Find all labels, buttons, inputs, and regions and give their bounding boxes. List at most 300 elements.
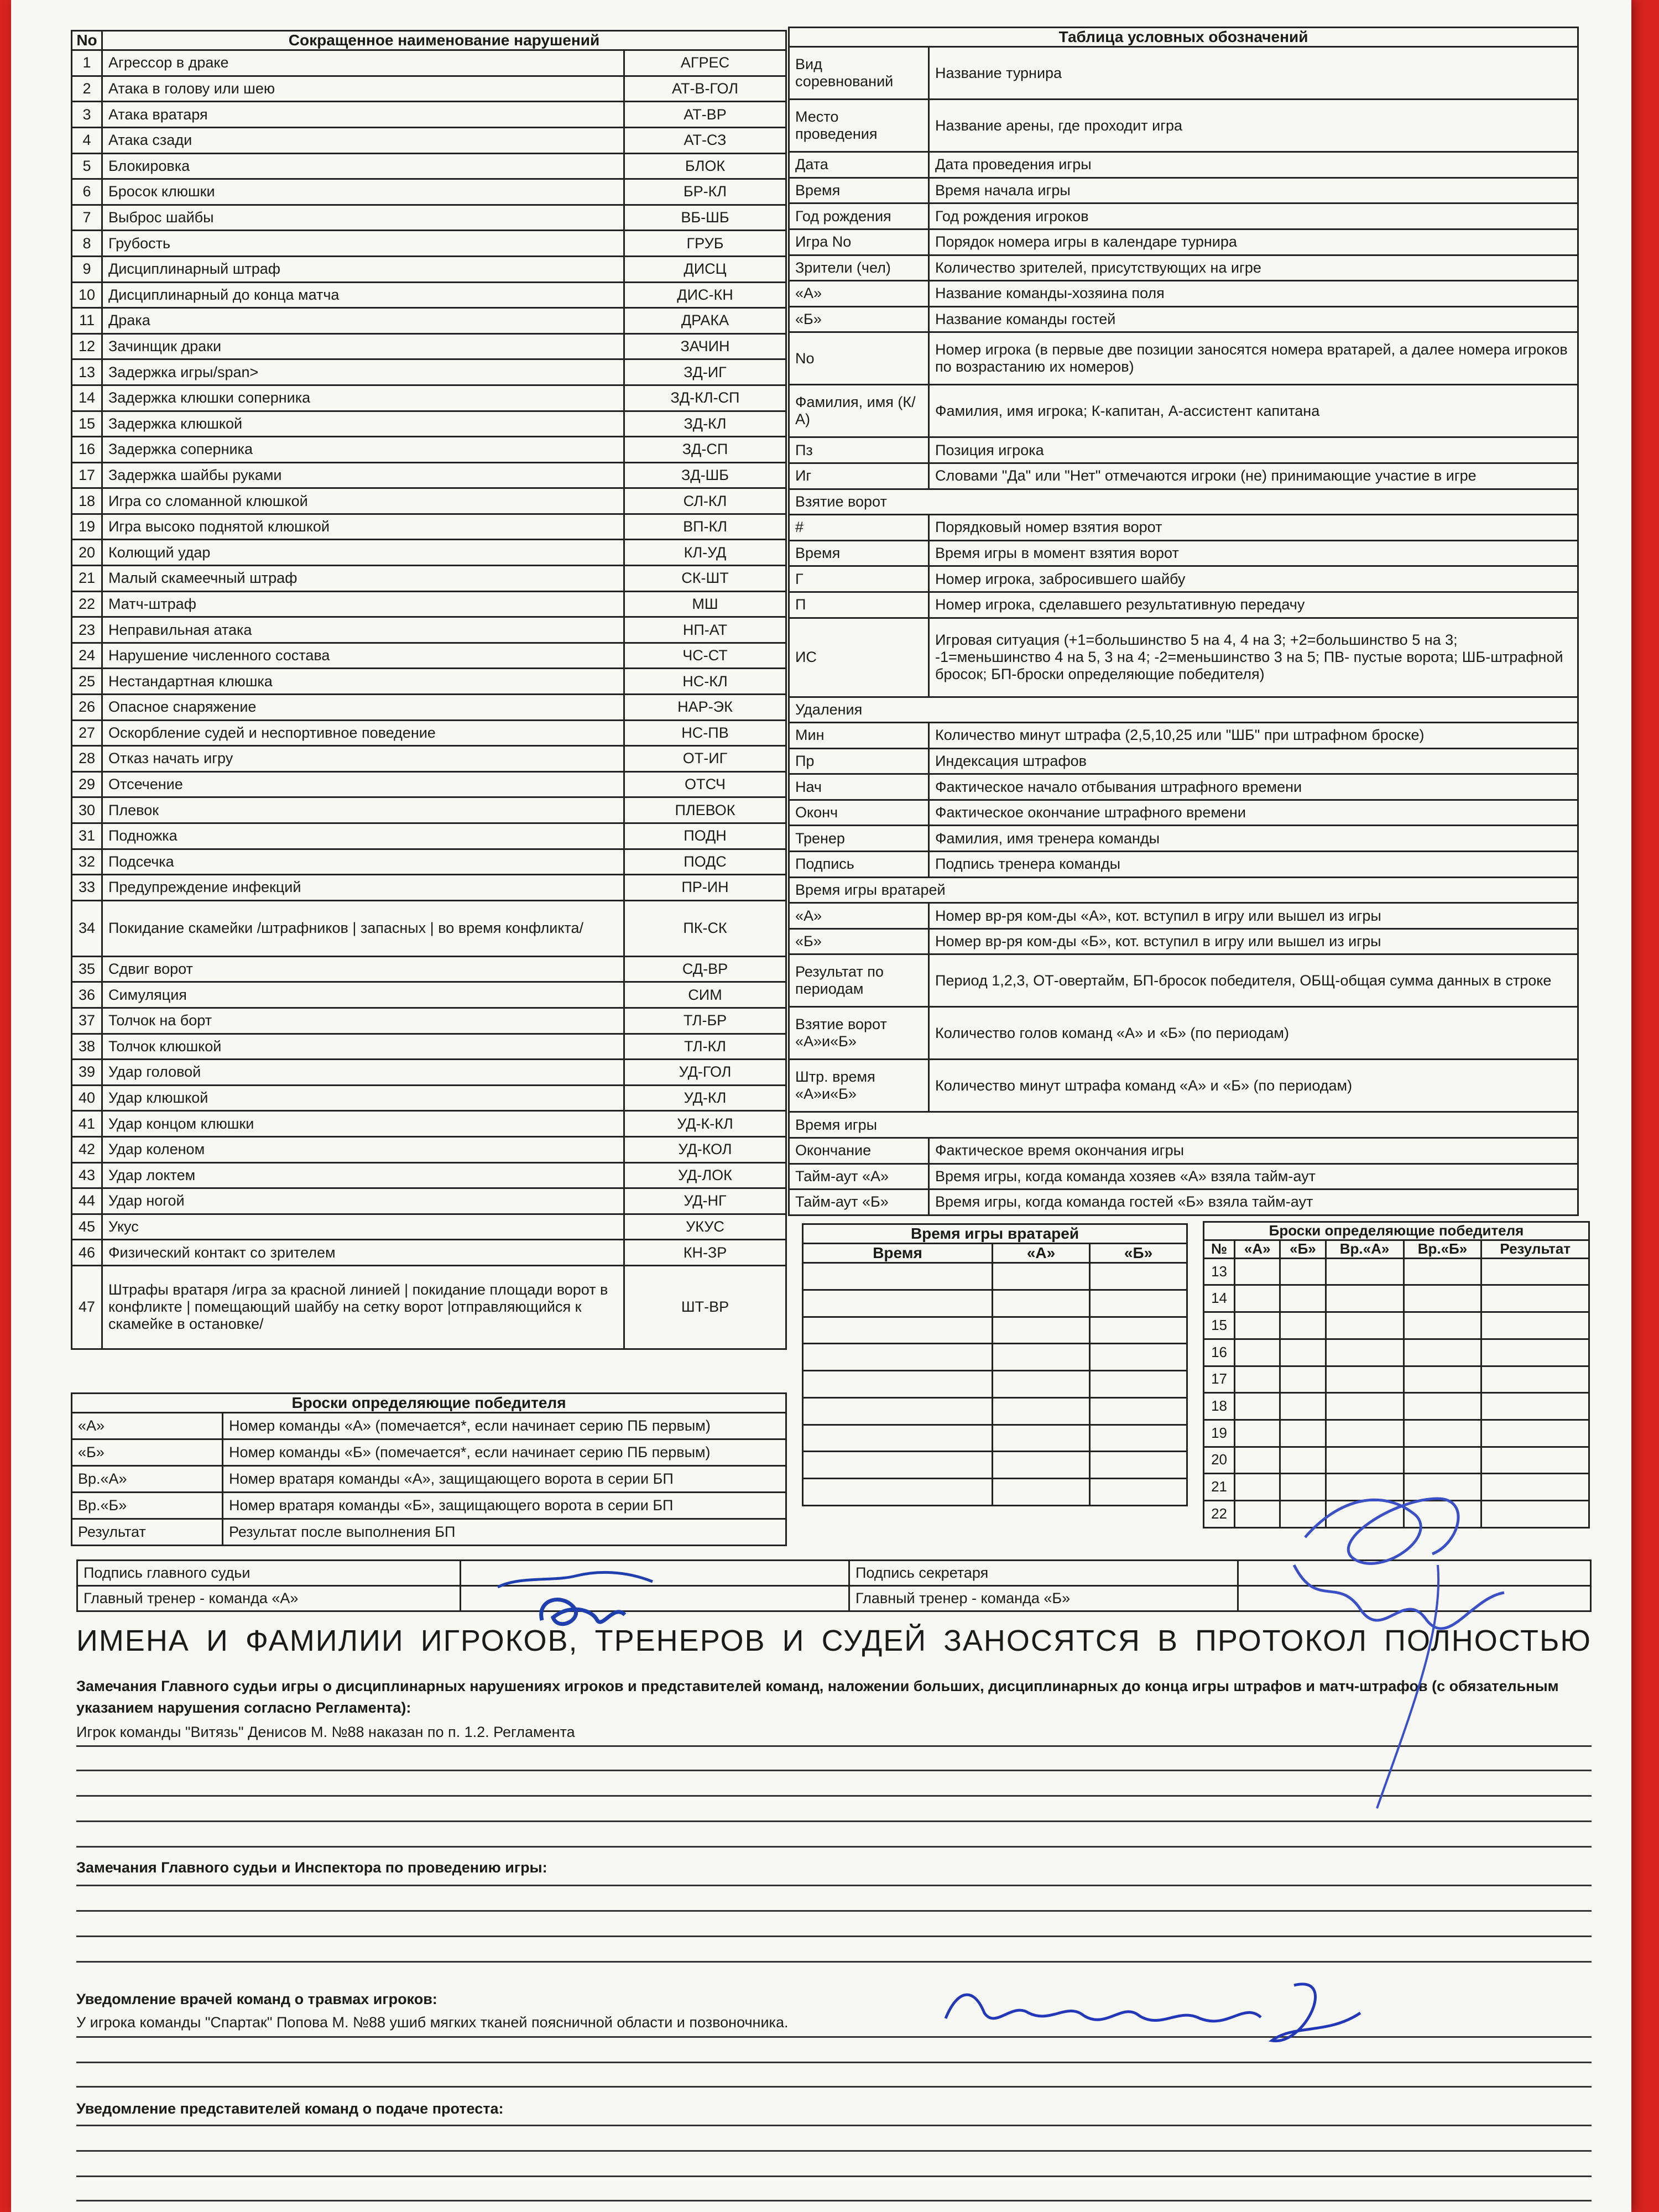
legend-value: Количество зрителей, присутствующих на игре xyxy=(929,255,1578,281)
violation-code: ОТ-ИГ xyxy=(624,746,786,772)
shootout-number: 21 xyxy=(1204,1474,1235,1501)
shootout-legend-value: Номер вратаря команды «А», защищающего ворота в серии БП xyxy=(223,1466,786,1493)
violation-name: Задержка клюшкой xyxy=(102,411,624,437)
violation-name: Опасное снаряжение xyxy=(102,695,624,721)
violation-number: 25 xyxy=(72,669,102,695)
violation-code: СК-ШТ xyxy=(624,566,786,592)
violation-name: Укус xyxy=(102,1214,624,1240)
shootout-cell[interactable] xyxy=(1280,1420,1326,1447)
violation-number: 28 xyxy=(72,746,102,772)
legend-key: «Б» xyxy=(789,306,929,332)
violation-name: Удар коленом xyxy=(102,1136,624,1162)
goalie-time-col: Время xyxy=(803,1244,993,1263)
violation-name: Блокировка xyxy=(102,153,624,179)
violation-code: НАР-ЭК xyxy=(624,695,786,721)
violation-row xyxy=(72,359,786,385)
shootout-cell[interactable] xyxy=(1326,1420,1404,1447)
violation-number: 4 xyxy=(72,127,102,153)
violation-number: 5 xyxy=(72,153,102,179)
violation-row xyxy=(72,231,786,257)
shootout-cell[interactable] xyxy=(1326,1285,1404,1312)
shootout-cell[interactable] xyxy=(1404,1312,1481,1339)
goalie-time-cell[interactable] xyxy=(993,1478,1090,1505)
banner-word: ИГРОКОВ, xyxy=(420,1624,578,1657)
shootout-col: № xyxy=(1204,1240,1235,1258)
violation-row xyxy=(72,982,786,1008)
goalie-time-cell[interactable] xyxy=(1090,1290,1187,1317)
secretary-signature-label: Подпись секретаря xyxy=(849,1561,1238,1586)
goalie-time-row xyxy=(803,1452,1187,1479)
divider xyxy=(76,2200,1592,2201)
violation-number: 24 xyxy=(72,643,102,669)
violation-number: 46 xyxy=(72,1240,102,1266)
goalie-time-title: Время игры вратарей xyxy=(803,1224,1187,1244)
legend-value: Подпись тренера команды xyxy=(929,852,1578,878)
violation-row xyxy=(72,1214,786,1240)
legend-value: Номер вр-ря ком-ды «Б», кот. вступил в игру или вышел из игры xyxy=(929,928,1578,954)
shootout-cell[interactable] xyxy=(1481,1366,1589,1393)
violation-number: 29 xyxy=(72,771,102,797)
goalie-time-row xyxy=(803,1344,1187,1371)
goalie-time-cell[interactable] xyxy=(803,1397,993,1425)
violation-code: ТЛ-КЛ xyxy=(624,1034,786,1060)
shootout-number: 14 xyxy=(1204,1285,1235,1312)
shootout-cell[interactable] xyxy=(1404,1420,1481,1447)
divider xyxy=(76,2086,1592,2088)
shootout-legend-value: Номер команды «Б» (помечается*, если начинает серию ПБ первым) xyxy=(223,1439,786,1466)
shootout-row xyxy=(1204,1312,1589,1339)
shootout-title: Броски определяющие победителя xyxy=(1204,1222,1589,1240)
violation-code: УД-ГОЛ xyxy=(624,1060,786,1086)
chief-referee-signature-label: Подпись главного судьи xyxy=(77,1561,461,1586)
shootout-number: 17 xyxy=(1204,1366,1235,1393)
legend-row xyxy=(789,697,1578,723)
legend-row xyxy=(789,800,1578,826)
legend-value: Номер игрока (в первые две позиции заносятся номера вратарей, а далее номера игроков по возрастанию их номеров) xyxy=(929,332,1578,385)
shootout-cell[interactable] xyxy=(1280,1258,1326,1285)
shootout-cell[interactable] xyxy=(1481,1258,1589,1285)
banner-word: СУДЕЙ xyxy=(821,1624,927,1657)
goalie-time-cell[interactable] xyxy=(1090,1478,1187,1505)
violation-number: 11 xyxy=(72,308,102,334)
violation-row xyxy=(72,1136,786,1162)
violation-number: 15 xyxy=(72,411,102,437)
violation-number: 43 xyxy=(72,1162,102,1188)
shootout-legend-row xyxy=(72,1439,786,1466)
goalie-time-row xyxy=(803,1397,1187,1425)
legend-key: Г xyxy=(789,566,929,592)
banner-word: ЗАНОСЯТСЯ xyxy=(943,1624,1141,1657)
shootout-cell[interactable] xyxy=(1481,1420,1589,1447)
banner-word: ТРЕНЕРОВ xyxy=(594,1624,766,1657)
legend-value: Название команды-хозяина поля xyxy=(929,281,1578,307)
goalie-time-cell[interactable] xyxy=(803,1344,993,1371)
legend-section-header: Взятие ворот xyxy=(789,489,1578,515)
violation-code: ЧС-СТ xyxy=(624,643,786,669)
violation-code: АТ-В-ГОЛ xyxy=(624,76,786,102)
legend-key: Игра No xyxy=(789,229,929,255)
violation-number: 26 xyxy=(72,695,102,721)
legend-value: Позиция игрока xyxy=(929,437,1578,463)
legend-key: Тайм-аут «А» xyxy=(789,1164,929,1190)
violation-row xyxy=(72,437,786,463)
violation-number: 18 xyxy=(72,488,102,514)
legend-row xyxy=(789,332,1578,385)
goalie-time-table xyxy=(802,1223,1188,1506)
goalie-time-cell[interactable] xyxy=(803,1290,993,1317)
goalie-time-cell[interactable] xyxy=(803,1371,993,1398)
shootout-legend-row xyxy=(72,1519,786,1546)
violation-name: Симуляция xyxy=(102,982,624,1008)
legend-value: Время начала игры xyxy=(929,178,1578,204)
divider xyxy=(76,2150,1592,2152)
legend-key: Иг xyxy=(789,463,929,489)
violation-row xyxy=(72,900,786,956)
shootout-number: 13 xyxy=(1204,1258,1235,1285)
shootout-cell[interactable] xyxy=(1481,1312,1589,1339)
shootout-cell[interactable] xyxy=(1235,1339,1280,1366)
violation-row xyxy=(72,1265,786,1349)
shootout-cell[interactable] xyxy=(1326,1312,1404,1339)
goalie-time-cell[interactable] xyxy=(993,1263,1090,1290)
legend-key: Место проведения xyxy=(789,100,929,152)
legend-key: Время xyxy=(789,178,929,204)
doctor-signature-ink xyxy=(940,1969,1394,2057)
violation-row xyxy=(72,256,786,282)
shootout-row xyxy=(1204,1258,1589,1285)
legend-value: Словами "Да" или "Нет" отмечаются игроки (не) принимающие участие в игре xyxy=(929,463,1578,489)
violation-code: ТЛ-БР xyxy=(624,1008,786,1034)
legend-key: «А» xyxy=(789,903,929,929)
goalie-time-cell[interactable] xyxy=(993,1290,1090,1317)
violation-row xyxy=(72,153,786,179)
legend-key: Пз xyxy=(789,437,929,463)
shootout-cell[interactable] xyxy=(1235,1393,1280,1420)
legend-row xyxy=(789,178,1578,204)
shootout-cell[interactable] xyxy=(1481,1285,1589,1312)
legend-key: Фамилия, имя (К/А) xyxy=(789,385,929,437)
violation-name: Удар ногой xyxy=(102,1188,624,1214)
violation-name: Задержка шайбы руками xyxy=(102,462,624,488)
violation-row xyxy=(72,695,786,721)
shootout-cell[interactable] xyxy=(1235,1420,1280,1447)
violation-code: ШТ-ВР xyxy=(624,1265,786,1349)
legend-row xyxy=(789,255,1578,281)
legend-key: Время xyxy=(789,540,929,566)
shootout-cell[interactable] xyxy=(1326,1366,1404,1393)
goalie-time-cell[interactable] xyxy=(803,1425,993,1452)
violation-name: Подножка xyxy=(102,823,624,849)
violation-code: УД-КЛ xyxy=(624,1085,786,1111)
violation-code: ДИСЦ xyxy=(624,256,786,282)
coach-signature-ink xyxy=(1272,1465,1526,1825)
shootout-cell[interactable] xyxy=(1404,1258,1481,1285)
legend-value: Количество минут штрафа (2,5,10,25 или "ШБ" при штрафном броске) xyxy=(929,723,1578,749)
goalie-time-row xyxy=(803,1290,1187,1317)
violation-code: ЗД-КЛ xyxy=(624,411,786,437)
violation-number: 19 xyxy=(72,514,102,540)
injuries-text[interactable]: У игрока команды "Спартак" Попова М. №88 ушиб мягких тканей поясничной области и позвоночника. xyxy=(76,2014,789,2031)
violation-name: Штрафы вратаря /игра за красной линией | покидание площади ворот в конфликте | помещающий шайбу на сетку ворот |отправляющийся к скамейке в остановке/ xyxy=(102,1265,624,1349)
goalie-time-cell[interactable] xyxy=(993,1371,1090,1398)
violation-row xyxy=(72,720,786,746)
legend-key: Тайм-аут «Б» xyxy=(789,1190,929,1215)
legend-value: Год рождения игроков xyxy=(929,204,1578,229)
violations-table xyxy=(71,30,787,1350)
violation-name: Выброс шайбы xyxy=(102,205,624,231)
violation-number: 32 xyxy=(72,849,102,875)
legend-row xyxy=(789,489,1578,515)
shootout-cell[interactable] xyxy=(1235,1285,1280,1312)
legend-key: Мин xyxy=(789,723,929,749)
legend-value: Период 1,2,3, ОТ-овертайм, БП-бросок победителя, ОБЩ-общая сумма данных в строке xyxy=(929,954,1578,1007)
legend-row xyxy=(789,100,1578,152)
violation-number: 9 xyxy=(72,256,102,282)
violation-row xyxy=(72,102,786,128)
legend-key: «А» xyxy=(789,281,929,307)
violation-name: Плевок xyxy=(102,797,624,823)
violation-number: 21 xyxy=(72,566,102,592)
legend-value: Дата проведения игры xyxy=(929,152,1578,178)
violation-number: 47 xyxy=(72,1265,102,1349)
legend-key: Взятие ворот «А»и«Б» xyxy=(789,1007,929,1060)
violation-number: 38 xyxy=(72,1034,102,1060)
violation-row xyxy=(72,1240,786,1266)
violation-name: Зачинщик драки xyxy=(102,333,624,359)
goalie-time-cell[interactable] xyxy=(993,1452,1090,1479)
violation-number: 12 xyxy=(72,333,102,359)
violation-row xyxy=(72,282,786,308)
banner-word: ПОЛНОСТЬЮ xyxy=(1384,1624,1592,1657)
violation-code: УД-ЛОК xyxy=(624,1162,786,1188)
shootout-cell[interactable] xyxy=(1326,1258,1404,1285)
violation-code: ЗД-СП xyxy=(624,437,786,463)
violation-name: Задержка соперника xyxy=(102,437,624,463)
legend-row xyxy=(789,954,1578,1007)
violation-row xyxy=(72,669,786,695)
violation-code: ЗД-ШБ xyxy=(624,462,786,488)
violation-number: 40 xyxy=(72,1085,102,1111)
violation-name: Агрессор в драке xyxy=(102,50,624,76)
shootout-cell[interactable] xyxy=(1280,1339,1326,1366)
violation-number: 7 xyxy=(72,205,102,231)
violation-name: Подсечка xyxy=(102,849,624,875)
shootout-col: Вр.«А» xyxy=(1326,1240,1404,1258)
shootout-cell[interactable] xyxy=(1280,1366,1326,1393)
violation-number: 13 xyxy=(72,359,102,385)
referee-signature-ink xyxy=(487,1565,664,1637)
violation-code: КН-ЗР xyxy=(624,1240,786,1266)
shootout-legend-key: «А» xyxy=(72,1413,223,1439)
shootout-cell[interactable] xyxy=(1280,1312,1326,1339)
shootout-legend-value: Номер вратаря команды «Б», защищающего ворота в серии БП xyxy=(223,1493,786,1519)
violation-row xyxy=(72,127,786,153)
violation-name: Малый скамеечный штраф xyxy=(102,566,624,592)
banner-word: И xyxy=(782,1624,805,1657)
banner-word: В xyxy=(1157,1624,1178,1657)
legend-value: Фамилия, имя игрока; К-капитан, А-ассистент капитана xyxy=(929,385,1578,437)
shootout-row xyxy=(1204,1366,1589,1393)
shootout-cell[interactable] xyxy=(1404,1285,1481,1312)
violation-number: 37 xyxy=(72,1008,102,1034)
violation-code: СИМ xyxy=(624,982,786,1008)
goalie-time-cell[interactable] xyxy=(993,1425,1090,1452)
goalie-time-cell[interactable] xyxy=(803,1263,993,1290)
goalie-time-row xyxy=(803,1317,1187,1344)
goalie-time-cell[interactable] xyxy=(993,1317,1090,1344)
shootout-cell[interactable] xyxy=(1280,1285,1326,1312)
shootout-cell[interactable] xyxy=(1481,1393,1589,1420)
legend-value: Количество минут штрафа команд «А» и «Б» (по периодам) xyxy=(929,1060,1578,1112)
shootout-cell[interactable] xyxy=(1280,1393,1326,1420)
legend-value: Название турнира xyxy=(929,47,1578,100)
goalie-time-cell[interactable] xyxy=(803,1317,993,1344)
violation-row xyxy=(72,849,786,875)
legend-key: Окончание xyxy=(789,1138,929,1164)
banner-word: ФАМИЛИИ xyxy=(245,1624,404,1657)
violation-code: ОТСЧ xyxy=(624,771,786,797)
legend-key: Подпись xyxy=(789,852,929,878)
violation-code: УД-К-КЛ xyxy=(624,1111,786,1137)
violation-name: Атака в голову или шею xyxy=(102,76,624,102)
legend-row xyxy=(789,1190,1578,1215)
violation-name: Удар клюшкой xyxy=(102,1085,624,1111)
violation-name: Игра высоко поднятой клюшкой xyxy=(102,514,624,540)
violation-name: Оскорбление судей и неспортивное поведение xyxy=(102,720,624,746)
legend-key: Вид соревнований xyxy=(789,47,929,100)
legend-value: Номер вр-ря ком-ды «А», кот. вступил в игру или вышел из игры xyxy=(929,903,1578,929)
legend-key: No xyxy=(789,332,929,385)
protocol-sheet xyxy=(11,0,1631,2212)
legend-value: Название команды гостей xyxy=(929,306,1578,332)
violation-code: МШ xyxy=(624,591,786,617)
violation-row xyxy=(72,205,786,231)
divider xyxy=(76,1910,1592,1912)
goalie-time-cell[interactable] xyxy=(1090,1397,1187,1425)
legend-key: Оконч xyxy=(789,800,929,826)
goalie-time-cell[interactable] xyxy=(1090,1317,1187,1344)
goalie-time-cell[interactable] xyxy=(1090,1344,1187,1371)
shootout-cell[interactable] xyxy=(1235,1258,1280,1285)
shootout-legend-value: Результат после выполнения БП xyxy=(223,1519,786,1546)
goalie-time-cell[interactable] xyxy=(803,1452,993,1479)
violation-number: 31 xyxy=(72,823,102,849)
divider xyxy=(76,1846,1592,1848)
protest-title: Уведомление представителей команд о подаче протеста: xyxy=(76,2100,504,2117)
goalie-time-col: «Б» xyxy=(1090,1244,1187,1263)
shootout-legend-row xyxy=(72,1466,786,1493)
legend-value: Номер игрока, сделавшего результативную передачу xyxy=(929,592,1578,618)
shootout-col: Результат xyxy=(1481,1240,1589,1258)
goalie-time-cell[interactable] xyxy=(803,1478,993,1505)
goalie-time-cell[interactable] xyxy=(1090,1452,1187,1479)
legend-value: Фактическое начало отбывания штрафного времени xyxy=(929,774,1578,800)
violation-row xyxy=(72,1034,786,1060)
goalie-time-cell[interactable] xyxy=(1090,1425,1187,1452)
goalie-time-row xyxy=(803,1263,1187,1290)
legend-row xyxy=(789,306,1578,332)
legend-row xyxy=(789,1138,1578,1164)
shootout-cell[interactable] xyxy=(1404,1339,1481,1366)
discipline-notes-text[interactable]: Игрок команды "Витязь" Денисов М. №88 наказан по п. 1.2. Регламента xyxy=(76,1724,575,1740)
goalie-time-cell[interactable] xyxy=(993,1344,1090,1371)
shootout-cell[interactable] xyxy=(1404,1366,1481,1393)
legend-value: Фактическое время окончания игры xyxy=(929,1138,1578,1164)
legend-row xyxy=(789,774,1578,800)
legend-row xyxy=(789,1060,1578,1112)
violation-name: Задержка клюшки соперника xyxy=(102,385,624,411)
violation-name: Игра со сломанной клюшкой xyxy=(102,488,624,514)
legend-section-header: Время игры вратарей xyxy=(789,877,1578,903)
violation-name: Удар головой xyxy=(102,1060,624,1086)
divider xyxy=(76,2062,1592,2063)
violation-row xyxy=(72,1162,786,1188)
violation-name: Задержка игры/span> xyxy=(102,359,624,385)
violation-code: АТ-СЗ xyxy=(624,127,786,153)
legend-key: Дата xyxy=(789,152,929,178)
shootout-row xyxy=(1204,1339,1589,1366)
goalie-time-cell[interactable] xyxy=(993,1397,1090,1425)
legend-row xyxy=(789,152,1578,178)
violation-name: Предупреждение инфекций xyxy=(102,875,624,901)
shootout-legend-key: Вр.«Б» xyxy=(72,1493,223,1519)
violation-name: Атака вратаря xyxy=(102,102,624,128)
shootout-cell[interactable] xyxy=(1404,1393,1481,1420)
violation-name: Драка xyxy=(102,308,624,334)
conduct-notes-title: Замечания Главного судьи и Инспектора по проведению игры: xyxy=(76,1859,547,1876)
legend-row xyxy=(789,1164,1578,1190)
legend-row xyxy=(789,826,1578,852)
goalie-time-cell[interactable] xyxy=(1090,1371,1187,1398)
violation-row xyxy=(72,488,786,514)
shootout-cell[interactable] xyxy=(1326,1393,1404,1420)
violation-name: Дисциплинарный до конца матча xyxy=(102,282,624,308)
violation-code: ДИС-КН xyxy=(624,282,786,308)
legend-value: Фамилия, имя тренера команды xyxy=(929,826,1578,852)
violation-name: Физический контакт со зрителем xyxy=(102,1240,624,1266)
goalie-time-col: «А» xyxy=(993,1244,1090,1263)
shootout-cell[interactable] xyxy=(1326,1339,1404,1366)
goalie-time-cell[interactable] xyxy=(1090,1263,1187,1290)
violation-number: 14 xyxy=(72,385,102,411)
violation-name: Покидание скамейки /штрафников | запасных | во время конфликта/ xyxy=(102,900,624,956)
violation-number: 23 xyxy=(72,617,102,643)
violation-name: Нарушение численного состава xyxy=(102,643,624,669)
legend-key: Год рождения xyxy=(789,204,929,229)
violation-code: СЛ-КЛ xyxy=(624,488,786,514)
shootout-cell[interactable] xyxy=(1481,1339,1589,1366)
legend-row xyxy=(789,566,1578,592)
violation-row xyxy=(72,1085,786,1111)
shootout-legend-row xyxy=(72,1413,786,1439)
legend-key: # xyxy=(789,515,929,541)
legend-key: Тренер xyxy=(789,826,929,852)
violation-number: 30 xyxy=(72,797,102,823)
legend-row xyxy=(789,463,1578,489)
legend-value: Время игры, когда команда гостей «Б» взяла тайм-аут xyxy=(929,1190,1578,1215)
violation-code: ЗД-ИГ xyxy=(624,359,786,385)
legend-row xyxy=(789,723,1578,749)
violation-number: 2 xyxy=(72,76,102,102)
shootout-number: 22 xyxy=(1204,1500,1235,1527)
violation-number: 3 xyxy=(72,102,102,128)
violation-name: Толчок на борт xyxy=(102,1008,624,1034)
shootout-cell[interactable] xyxy=(1235,1366,1280,1393)
legend-row xyxy=(789,515,1578,541)
shootout-number: 16 xyxy=(1204,1339,1235,1366)
shootout-cell[interactable] xyxy=(1235,1312,1280,1339)
violation-name: Колющий удар xyxy=(102,540,624,566)
